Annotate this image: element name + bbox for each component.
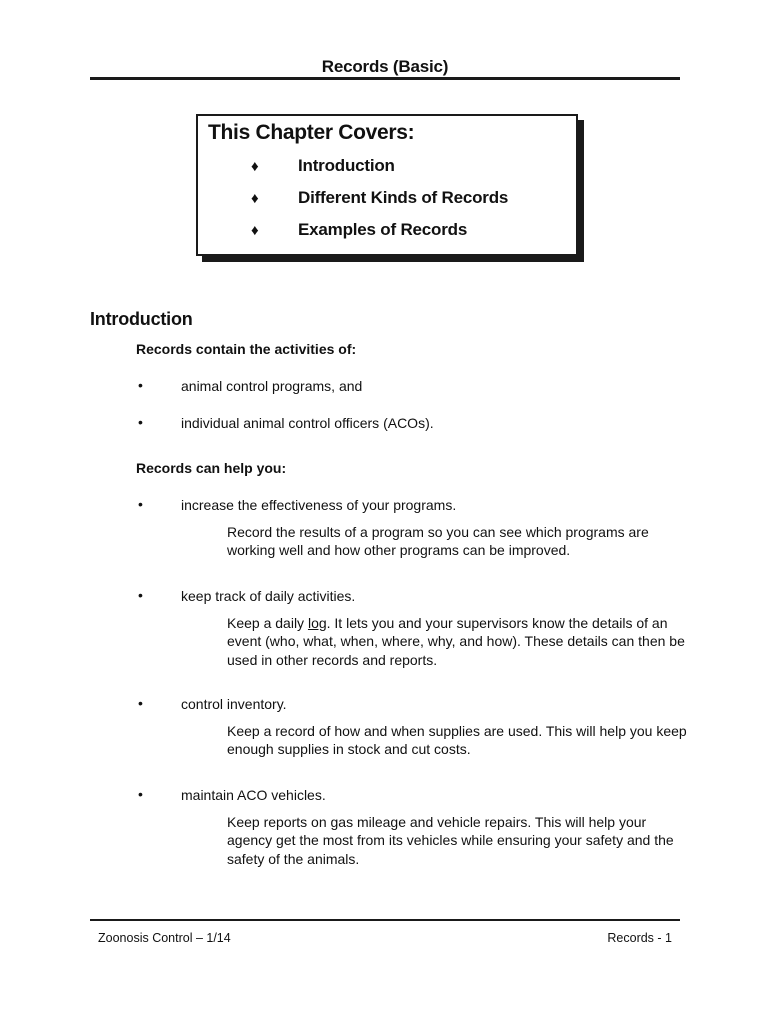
covers-item xyxy=(198,220,576,244)
list-item-text: animal control programs, and xyxy=(181,378,363,394)
list-item xyxy=(136,787,696,807)
records-help-label: Records can help you: xyxy=(136,460,287,476)
covers-item-label: Examples of Records xyxy=(298,220,468,239)
diamond-bullet-icon: ♦ xyxy=(251,158,259,175)
list-item-text: maintain ACO vehicles. xyxy=(181,787,326,803)
footer-left-text: Zoonosis Control – 1/14 xyxy=(98,931,231,945)
bullet-dot-icon: • xyxy=(138,695,143,711)
list-item-text: individual animal control officers (ACOs). xyxy=(181,415,434,431)
header-divider xyxy=(90,77,680,80)
list-item-detail xyxy=(227,614,687,669)
bullet-dot-icon: • xyxy=(138,496,143,512)
section-heading-introduction: Introduction xyxy=(90,309,193,329)
covers-item xyxy=(198,188,576,212)
covers-item xyxy=(198,156,576,180)
bullet-dot-icon: • xyxy=(138,587,143,603)
bullet-dot-icon: • xyxy=(138,377,143,393)
list-item-detail: Record the results of a program so you can see which programs are working well and how other programs can be improved. xyxy=(227,524,649,559)
list-item xyxy=(136,588,696,608)
list-item xyxy=(136,415,696,435)
list-item-detail: Keep reports on gas mileage and vehicle repairs. This will help your agency get the most from its vehicles while ensuring your safety and the safety of the animals. xyxy=(227,814,674,867)
list-item-text: control inventory. xyxy=(181,696,287,712)
list-item xyxy=(136,497,696,517)
list-item-text: keep track of daily activities. xyxy=(181,588,356,604)
bullet-dot-icon: • xyxy=(138,414,143,430)
covers-item-label: Different Kinds of Records xyxy=(298,188,509,207)
chapter-covers-box xyxy=(196,114,578,256)
records-contain-label: Records contain the activities of: xyxy=(136,341,357,357)
list-item xyxy=(136,696,696,716)
page-title: Records (Basic) xyxy=(321,57,449,76)
list-item xyxy=(136,378,696,398)
chapter-covers-title: This Chapter Covers: xyxy=(208,121,415,144)
footer-page-number: Records - 1 xyxy=(607,931,672,945)
diamond-bullet-icon: ♦ xyxy=(251,222,259,239)
detail-text-pre: Keep a daily xyxy=(227,615,308,631)
bullet-dot-icon: • xyxy=(138,786,143,802)
list-item-detail: Keep a record of how and when supplies are used. This will help you keep enough supplies in stock and cut costs. xyxy=(227,723,687,758)
covers-item-label: Introduction xyxy=(298,156,395,175)
footer-divider xyxy=(90,919,680,921)
diamond-bullet-icon: ♦ xyxy=(251,190,259,207)
detail-text-post: . It lets you and your supervisors know the details of an event (who, what, when, where, why, and how). These details can then be used in other records and reports. xyxy=(227,615,685,668)
log-term: log xyxy=(307,615,327,631)
list-item-text: increase the effectiveness of your programs. xyxy=(181,497,457,513)
